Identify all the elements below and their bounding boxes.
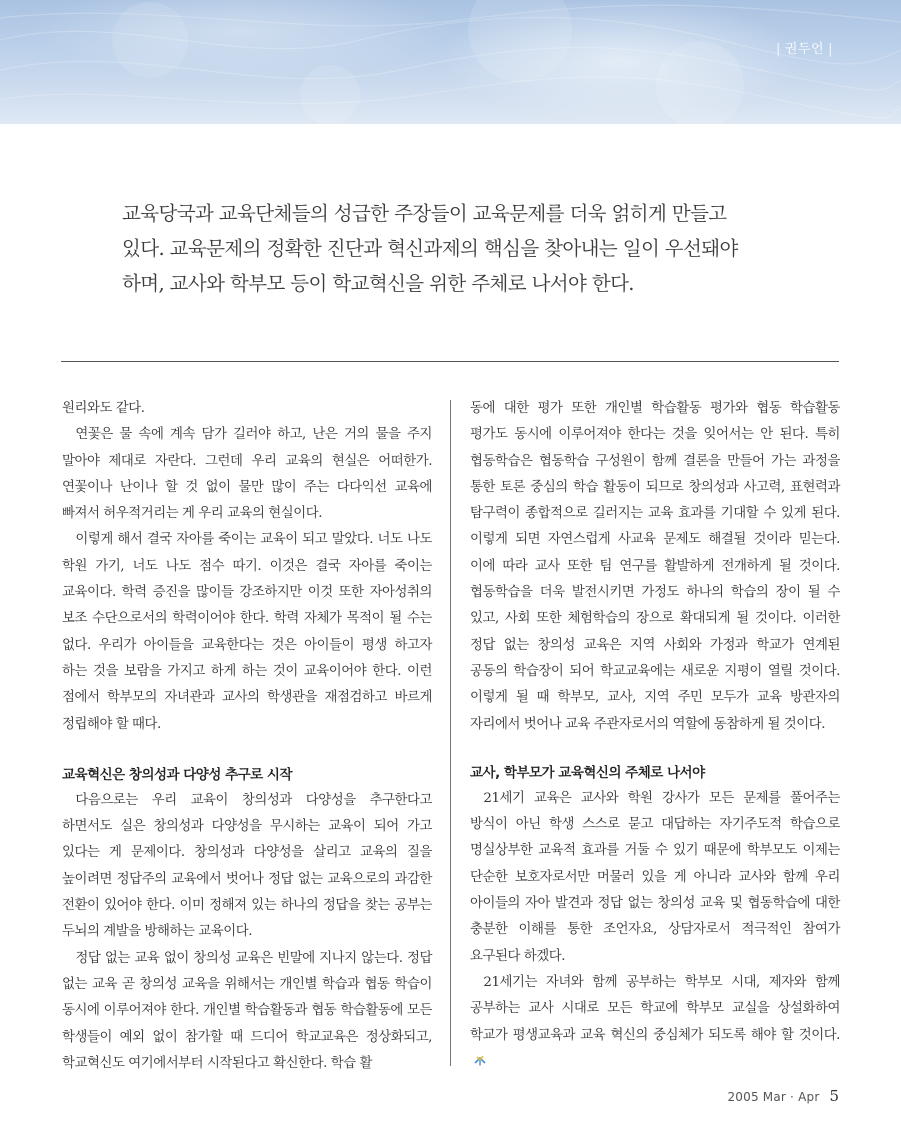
end-mark-icon (474, 1054, 486, 1066)
right-paragraph-1: 동에 대한 평가 또한 개인별 학습활동 평가와 협동 학습활동 평가도 동시에 이루어져야 한다는 것을 잊어서는 안 된다. 특히 협동학습은 협동학습 구성원이 함께 결론을 만들어 가는 과정을 통한 토론 중심의 학습 활동이 되므로 창의성과 사고력, 표현력과 탐구력이 종합적으로 길러지는 교육 효과를 기대할 수 있게 된다. 이렇게 되면 자연스럽게 사교육 문제도 해결될 것이라 믿는다. 이에 따라 교사 또한 팀 연구를 활발하게 전개하게 될 것이다. 협동학습을 더욱 발전시키면 가정도 하나의 학습의 장이 될 수 있고, 사회 또한 체험학습의 장으로 확대되게 될 것이다. 이러한 정답 없는 창의성 교육은 지역 사회와 가정과 학교가 연계된 공동의 학습장이 되어 학교교육에는 새로운 지평이 열릴 것이다. 이렇게 될 때 학부모, 교사, 지역 주민 모두가 교육 방관자의 자리에서 벗어나 교육 주관자로서의 역할에 동참하게 될 것이다. (470, 401, 840, 732)
right-paragraph-2: 21세기 교육은 교사와 학원 강사가 모든 문제를 풀어주는 방식이 아닌 학생 스스로 묻고 대답하는 자기주도적 학습으로 명실상부한 교육적 효과를 거둘 수 있기 때문에 학부모도 이제는 단순한 보호자로서만 머물러 있을 게 아니라 교사와 함께 우리 아이들의 자아 발견과 정답 없는 창의성 교육 및 협동학습에 대한 충분한 이해를 통한 조언자요, 상담자로서 적극적인 참여가 요구된다 하겠다. (470, 790, 840, 964)
left-column (62, 396, 432, 1077)
author-divider-right: | (828, 42, 833, 57)
page-footer (727, 1086, 839, 1105)
author-tag (772, 38, 837, 57)
right-paragraph-3 (470, 970, 840, 1075)
section-heading-teachers-parents: 교사, 학부모가 교육혁신의 주체로 나서야 (470, 764, 705, 781)
section-heading-creativity: 교육혁신은 창의성과 다양성 추구로 시작 (62, 766, 292, 783)
lead-paragraph: 교육당국과 교육단체들의 성급한 주장들이 교육문제를 더욱 얽히게 만들고 있다. 교육문제의 정확한 진단과 혁신과제의 핵심을 찾아내는 일이 우선돼야 하며, 교사와 학부모 등이 학교혁신을 위한 주체로 나서야 한다. (122, 202, 738, 295)
spacer (470, 738, 840, 760)
header-banner (0, 0, 901, 124)
horizontal-rule (61, 361, 839, 362)
left-paragraph-1: 원리와도 같다. (62, 401, 145, 416)
left-paragraph-3: 이렇게 해서 결국 자아를 죽이는 교육이 되고 말았다. 너도 나도 학원 가기, 너도 나도 점수 따기. 이것은 결국 자아를 죽이는 교육이다. 학력 증진을 많이들 강조하지만 이것 또한 자아성취의 보조 수단으로서의 학력이어야 한다. 학력 자체가 목적이 될 수는 없다. 우리가 아이들을 교육한다는 것은 아이들이 평생 하고자 하는 것을 보람을 가지고 하게 하는 것이 교육이어야 한다. 이런 점에서 학부모의 자녀관과 교사의 학생관을 재점검하고 바르게 정립해야 할 때다. (62, 532, 432, 732)
author-name: 권두언 (784, 42, 825, 57)
column-divider (450, 400, 451, 1066)
left-paragraph-4: 다음으로는 우리 교육이 창의성과 다양성을 추구한다고 하면서도 실은 창의성과 다양성을 무시하는 교육이 되어 가고 있다는 게 문제이다. 창의성과 다양성을 살리고 교육의 질을 높이려면 정답주의 교육에서 벗어나 정답 없는 교육으로의 과감한 전환이 있어야 한다. 이미 정해져 있는 하나의 정답을 찾는 공부는 두뇌의 계발을 방해하는 교육이다. (62, 792, 432, 940)
page-number: 5 (829, 1087, 839, 1105)
author-divider-left: | (776, 42, 781, 57)
issue-date: 2005 Mar · Apr (727, 1090, 820, 1104)
right-paragraph-3-text: 21세기는 자녀와 함께 공부하는 학부모 시대, 제자와 함께 공부하는 교사 시대로 모든 학교에 학부모 교실을 상설화하여 학교가 평생교육과 교육 혁신의 중심체가 되도록 해야 할 것이다. (470, 974, 840, 1043)
left-paragraph-5: 정답 없는 교육 없이 창의성 교육은 빈말에 지나지 않는다. 정답 없는 교육 곧 창의성 교육을 위해서는 개인별 학습과 협동 학습이 동시에 이루어져야 한다. 개인별 학습활동과 협동 학습활동에 모든 학생들이 예외 없이 참가할 때 드디어 학교교육은 정상화되고, 학교혁신도 여기에서부터 시작된다고 확신한다. 학습 활 (62, 950, 432, 1071)
left-paragraph-2: 연꽃은 물 속에 계속 담가 길러야 하고, 난은 거의 물을 주지 말아야 제대로 자란다. 그런데 우리 교육의 현실은 어떠한가. 연꽃이나 난이나 할 것 없이 물만 많이 주는 다다익선 교육에 빠져서 허우적거리는 게 우리 교육의 현실이다. (62, 427, 432, 522)
right-column (470, 396, 840, 1075)
spacer (62, 738, 432, 762)
banner-pattern (0, 0, 901, 124)
